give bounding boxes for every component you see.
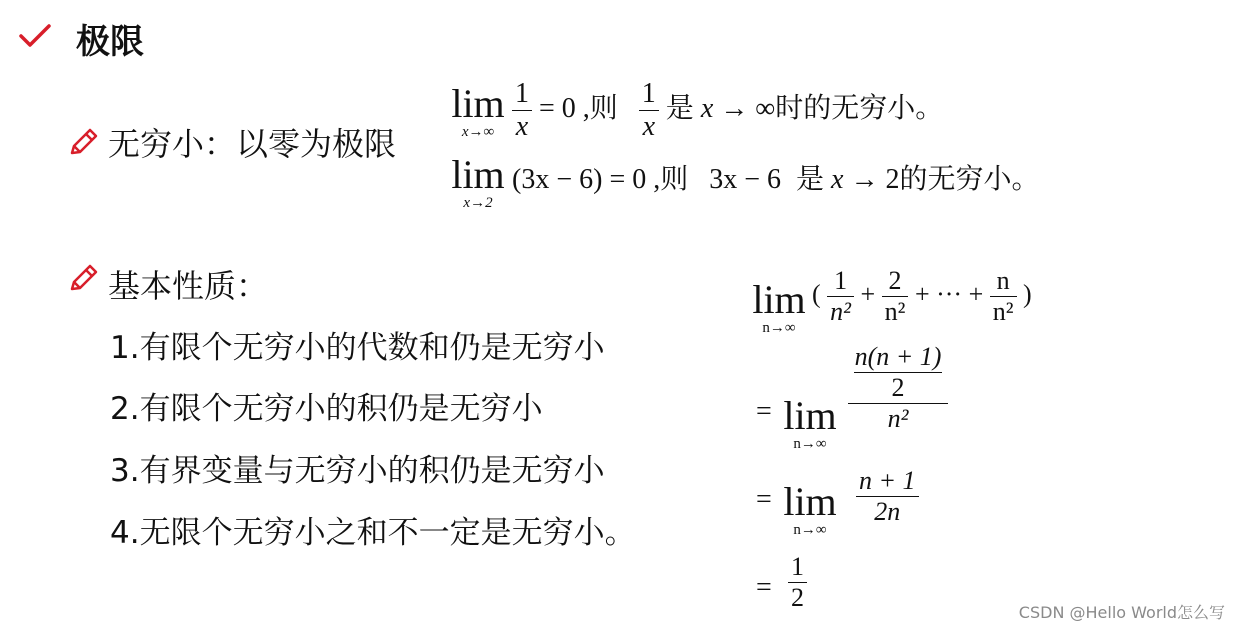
fraction-numerator: 2 <box>848 373 948 404</box>
fraction-numerator: n(n + 1) <box>854 342 942 371</box>
equals-text: = 0 ,则 <box>539 92 618 124</box>
equals-sign: = <box>756 396 772 427</box>
fraction-denominator: n² <box>992 297 1014 326</box>
lim-subscript: n→∞ <box>793 522 827 538</box>
fraction-numerator: n <box>990 266 1017 297</box>
paren-close: ) <box>1023 279 1032 309</box>
lim-symbol: lim <box>752 277 806 322</box>
fraction-numerator: 1 <box>639 78 659 111</box>
lim-subscript: n→∞ <box>793 436 827 452</box>
watermark: CSDN @Hello World怎么写 <box>1018 603 1225 622</box>
is-text: 是 <box>796 162 825 195</box>
compound-fraction <box>848 342 948 434</box>
property-item: 4.无限个无穷小之和不一定是无穷小。 <box>110 515 636 551</box>
expression-text: 3x − 6 <box>709 164 782 195</box>
fraction-numerator: 1 <box>827 266 854 297</box>
lim-symbol: lim <box>783 479 837 524</box>
tail-text: 时的无穷小。 <box>775 90 944 124</box>
fraction-denominator: x <box>515 111 529 142</box>
page-title: 极限 <box>76 22 144 62</box>
property-item: 1.有限个无穷小的代数和仍是无穷小 <box>110 330 605 366</box>
properties-heading: 基本性质： <box>108 267 269 305</box>
fraction-denominator: 2n <box>874 497 901 526</box>
variable: x <box>700 92 714 124</box>
ellipsis-sum: + ··· + <box>914 279 984 309</box>
arrow-text: → ∞ <box>720 92 776 124</box>
fraction-numerator: 1 <box>512 78 532 111</box>
lim-subscript: x→∞ <box>461 124 495 140</box>
equals-sign: = <box>756 572 772 603</box>
fraction-denominator: n² <box>887 404 909 433</box>
plus-sign: + <box>860 279 876 309</box>
equals-sign: = <box>756 484 772 515</box>
tail-text: 的无穷小。 <box>899 162 1040 195</box>
lim-symbol: lim <box>451 152 505 197</box>
property-item: 2.有限个无穷小的积仍是无穷小 <box>110 391 543 427</box>
fraction-denominator: n² <box>830 297 851 326</box>
property-item: 3.有界变量与无穷小的积仍是无穷小 <box>110 453 605 489</box>
arrow-text: → 2 <box>850 164 900 195</box>
fraction-numerator: 1 <box>788 552 807 583</box>
lim-symbol: lim <box>451 81 505 126</box>
lim-subscript: n→∞ <box>762 320 796 336</box>
fraction-numerator: n + 1 <box>856 466 919 497</box>
lim-symbol: lim <box>783 393 837 438</box>
expression-text: (3x − 6) = 0 ,则 <box>512 164 689 195</box>
pencil-icon <box>66 262 100 296</box>
paren-open: ( <box>812 279 821 309</box>
lim-subscript: x→2 <box>463 195 493 211</box>
derivation <box>748 262 1108 622</box>
fraction-denominator: x <box>642 111 656 142</box>
check-icon <box>18 22 52 50</box>
is-text: 是 <box>665 90 694 124</box>
pencil-icon <box>66 126 100 160</box>
fraction-denominator: 2 <box>791 583 804 612</box>
fraction-denominator: n² <box>884 297 906 326</box>
fraction-numerator: 2 <box>882 266 909 297</box>
infinitesimal-heading: 无穷小：以零为极限 <box>108 125 397 163</box>
variable: x <box>831 164 844 195</box>
